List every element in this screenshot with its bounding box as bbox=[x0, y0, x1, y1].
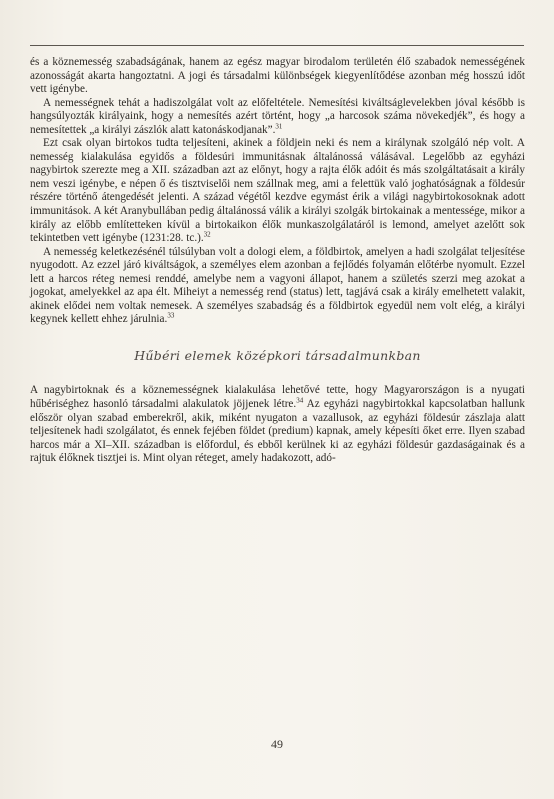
paragraph-4 bbox=[30, 246, 525, 327]
paragraph-5 bbox=[30, 384, 525, 465]
paragraph-5-text: A nagybirtoknak és a köznemességnek kialakulása lehetővé tette, hogy Magyarországon is a nyugati hűbériséghez hasonló társadalmi alakulatok jöjjenek létre. bbox=[30, 384, 525, 411]
paragraph-2-text: A nemességnek tehát a hadiszolgálat volt az előfeltétele. Nemesítési kiváltságlevelekben jóval később is hangsúlyozták királyaink, hogy a nemesítés azért történt, hogy „a harcosok száma növekedjék”, és hogy a nemesítettek „a királyi zászlók alatt katonáskodjanak”. bbox=[30, 96, 525, 136]
body-text bbox=[30, 56, 525, 466]
footnote-ref-33[interactable]: 33 bbox=[167, 311, 175, 320]
paragraph-1 bbox=[30, 56, 525, 97]
footnote-ref-32[interactable]: 32 bbox=[203, 230, 211, 239]
paragraph-4-text: A nemesség keletkezésénél túlsúlyban volt a dologi elem, a földbirtok, amelyen a hadi szolgálat teljesítése nyugodott. Az ezzel járó kiváltságok, a személyes elem azonban a fejlődés folyamán előtérbe nyomult. Ezzel lett a harcos réteg nemesi renddé, amelybe nem a vagyoni állapot, hanem a születés szerzi meg azokat a jogokat, amelyekkel az apa élt. Miheiyt a nemesség rend (status) lett, tagjává csak a király emelhetett valakit, akinek elődei nem voltak nemesek. A személyes szabadság és a földbirtok egyedül nem volt elég, a királyi kegynek kellett ehhez járulnia. bbox=[30, 245, 525, 326]
paragraph-1-text: és a köznemesség szabadságának, hanem az egész magyar birodalom területén élő szabadok nemességének azonosságát akarta hangoztatni. A jogi és társadalmi különbségek kiegyenlítődése azonban még hosszú időt vett igénybe. bbox=[30, 56, 525, 96]
paragraph-3-text: Ezt csak olyan birtokos tudta teljesíteni, akinek a földjein neki és nem a királynak szolgáló nép volt. A nemesség kialakulása egyidős a földesúri immunitásnak általánossá válásával. Legelőbb az egyházi nagybirtok szerezte meg a XII. században azt az előnyt, hogy a rajta élők adóit és más szolgáltatásait a király nem veszi igénybe, e népen ő és tisztviselői nem szállnak meg, ami a felettük való joghatóságnak a földesúr részére történő átengedését jelenti. A század végétől kezdve egymást érik a világi nagybirtokosoknak adott immunitások. A két Aranybullában pedig általánossá válik a királyi szolgák birtokainak a mentessége, mikor a király az előbb említetteken kívül a birtokaikon élők munkaszolgálatáról is lemond, amelyet azelőtt sok tekintetben vett igénybe (1231:28. tc.). bbox=[30, 137, 525, 245]
paragraph-3 bbox=[30, 137, 525, 245]
paragraph-2 bbox=[30, 97, 525, 138]
section-heading: Hűbéri elemek középkori társadalmunkban bbox=[134, 347, 421, 363]
page-number: 49 bbox=[271, 737, 283, 751]
footnote-ref-31[interactable]: 31 bbox=[275, 122, 283, 130]
footnote-ref-34[interactable]: 34 bbox=[296, 396, 304, 405]
paragraph-5-text-after: Az egyházi nagybirtokkal kapcsolatban hallunk először olyan szabad emberekről, akik, miként nyugaton a vazallusok, az egyházi földesúr zászlaja alatt teljesítenek hadi szolgálatot, és ennek fejében földet (predium) kapnak, amely képesíti őket erre. Ilyen szabad harcos már a XI–XII. században is előfordul, és ebből kerülnek ki az egyházi földesúr gazdaságainak és a rajtuk élőknek tisztjei is. Mint olyan réteget, amely hadakozott, adó- bbox=[30, 398, 525, 465]
header-rule bbox=[30, 45, 524, 46]
